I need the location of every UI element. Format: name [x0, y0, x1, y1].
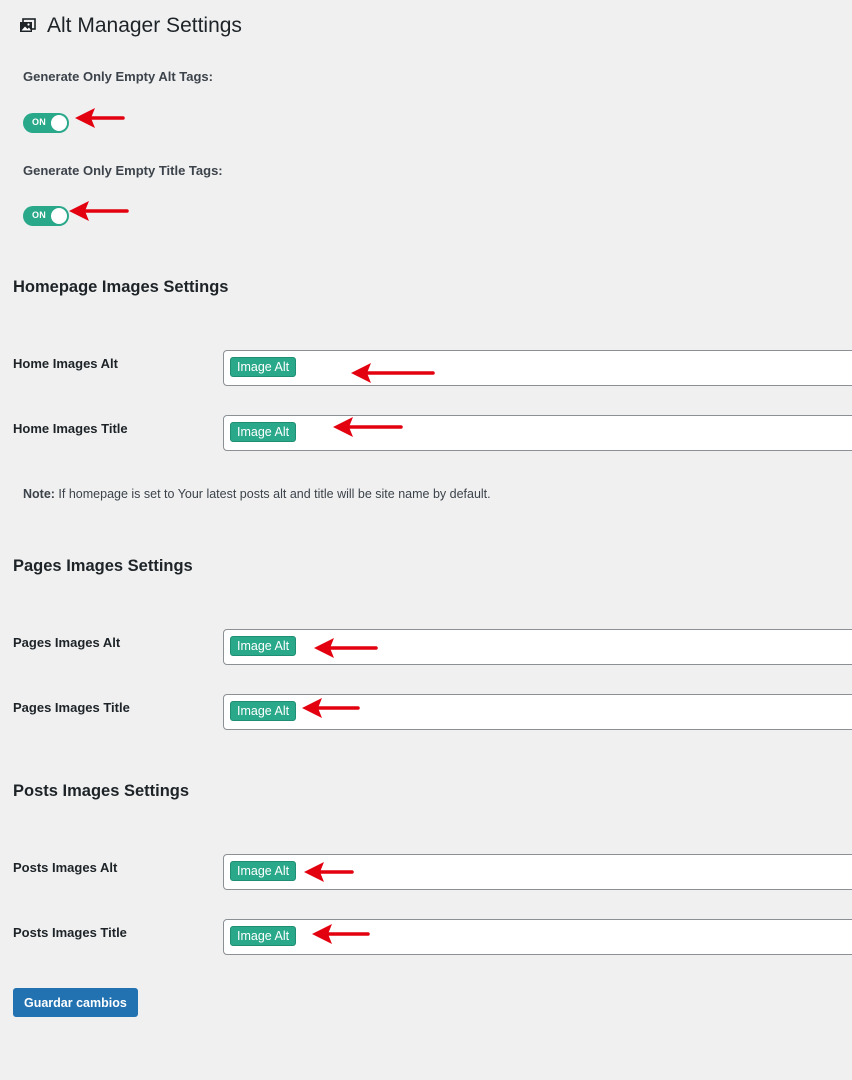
tag-chip[interactable]: Image Alt — [230, 701, 296, 721]
label-pages-images-title: Pages Images Title — [13, 700, 130, 715]
option-label-empty-title: Generate Only Empty Title Tags: — [23, 163, 223, 178]
annotation-arrow-icon — [302, 860, 354, 884]
annotation-arrow-icon — [331, 415, 403, 439]
toggle-knob — [51, 115, 67, 131]
annotation-arrow-icon — [73, 106, 125, 130]
homepage-note — [23, 487, 491, 501]
label-posts-images-alt: Posts Images Alt — [13, 860, 118, 875]
save-changes-button[interactable]: Guardar cambios — [13, 988, 138, 1017]
label-home-images-alt: Home Images Alt — [13, 356, 118, 371]
tag-chip[interactable]: Image Alt — [230, 422, 296, 442]
home-images-alt-field[interactable] — [223, 350, 852, 386]
toggle-empty-title[interactable] — [23, 206, 69, 226]
label-pages-images-alt: Pages Images Alt — [13, 635, 121, 650]
home-images-title-field[interactable] — [223, 415, 852, 451]
annotation-arrow-icon — [67, 199, 129, 223]
label-posts-images-title: Posts Images Title — [13, 925, 127, 940]
option-label-empty-alt: Generate Only Empty Alt Tags: — [23, 69, 213, 84]
annotation-arrow-icon — [300, 696, 360, 720]
tag-chip[interactable]: Image Alt — [230, 861, 296, 881]
annotation-arrow-icon — [310, 922, 370, 946]
toggle-knob — [51, 208, 67, 224]
tag-chip[interactable]: Image Alt — [230, 926, 296, 946]
toggle-empty-alt[interactable] — [23, 113, 69, 133]
note-text: If homepage is set to Your latest posts alt and title will be site name by default. — [54, 487, 491, 501]
annotation-arrow-icon — [349, 361, 435, 385]
label-home-images-title: Home Images Title — [13, 421, 128, 436]
toggle-state-text: ON — [32, 117, 46, 127]
annotation-arrow-icon — [312, 636, 378, 660]
section-title-posts: Posts Images Settings — [13, 782, 190, 800]
toggle-state-text: ON — [32, 210, 46, 220]
page-title: Alt Manager Settings — [47, 14, 242, 37]
section-title-pages: Pages Images Settings — [13, 557, 193, 575]
page-header — [18, 14, 242, 38]
images-icon — [18, 16, 38, 36]
tag-chip[interactable]: Image Alt — [230, 357, 296, 377]
section-title-homepage: Homepage Images Settings — [13, 278, 229, 296]
note-prefix: Note: — [23, 487, 55, 501]
tag-chip[interactable]: Image Alt — [230, 636, 296, 656]
